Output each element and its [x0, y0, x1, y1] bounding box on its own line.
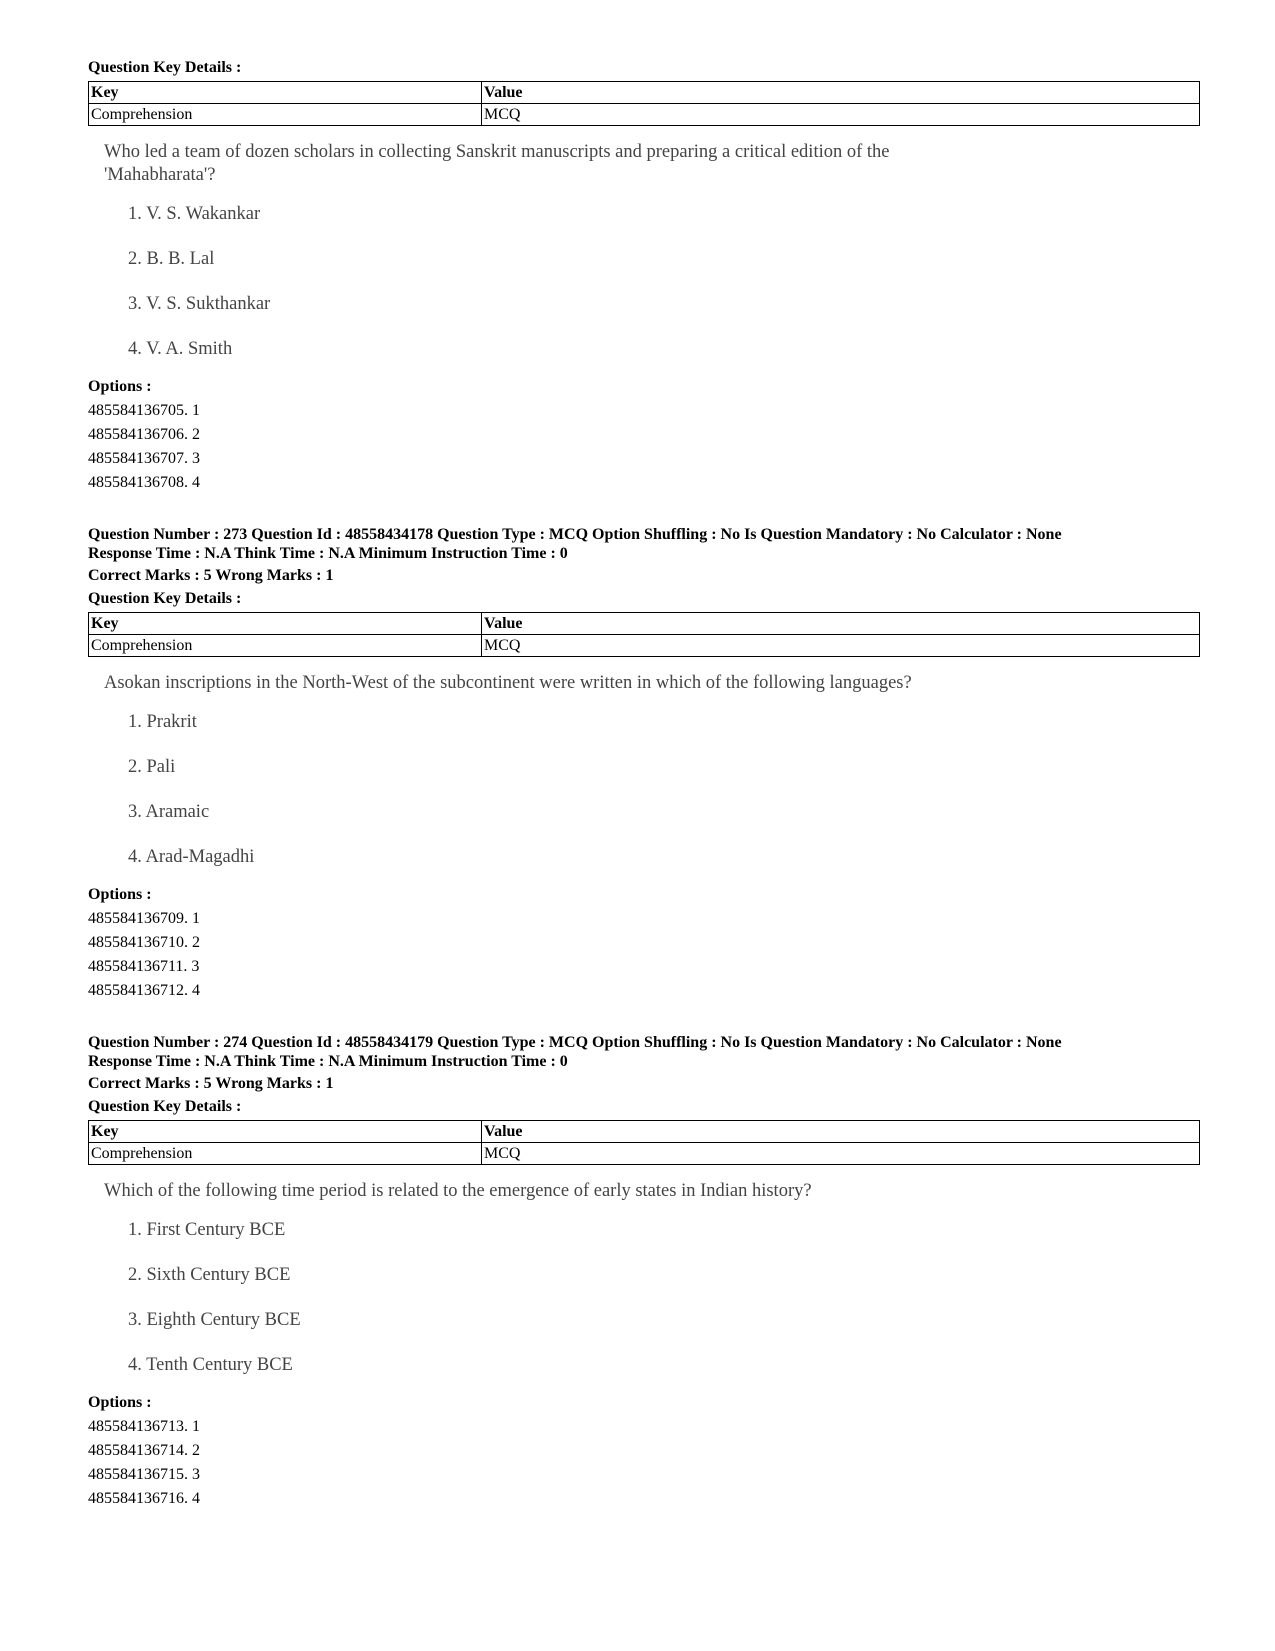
option-id: 485584136716. 4	[88, 1490, 200, 1507]
option-id: 485584136712. 4	[88, 982, 200, 999]
option-id: 485584136713. 1	[88, 1418, 200, 1435]
option-id: 485584136714. 2	[88, 1442, 200, 1459]
options-label: Options :	[88, 886, 152, 903]
key-header: Key	[89, 1121, 482, 1143]
key-details-table	[88, 612, 1200, 657]
value-cell: MCQ	[482, 635, 1200, 657]
key-header: Key	[89, 613, 482, 635]
answer-choice: 4. Arad-Magadhi	[128, 847, 255, 867]
key-details-table	[88, 1120, 1200, 1165]
answer-choice: 4. V. A. Smith	[128, 339, 233, 359]
question-text: Who led a team of dozen scholars in collecting Sanskrit manuscripts and preparing a critical edition of the 'Mahabharata'?	[104, 142, 890, 185]
value-header: Value	[482, 1121, 1200, 1143]
question-meta-line: Response Time : N.A Think Time : N.A Minimum Instruction Time : 0	[88, 545, 568, 562]
option-id: 485584136711. 3	[88, 958, 200, 975]
marks-line: Correct Marks : 5 Wrong Marks : 1	[88, 567, 334, 584]
answer-choices	[88, 705, 1200, 885]
answer-choices	[88, 197, 1200, 377]
answer-choice: 1. First Century BCE	[128, 1220, 286, 1240]
key-details-table	[88, 81, 1200, 126]
option-id: 485584136707. 3	[88, 450, 200, 467]
key-cell: Comprehension	[89, 104, 482, 126]
question-meta-line: Question Number : 273 Question Id : 48558434178 Question Type : MCQ Option Shuffling : No Is Question Mandatory : No Calculator : None	[88, 526, 1062, 543]
value-header: Value	[482, 82, 1200, 104]
key-details-label: Question Key Details :	[88, 1098, 242, 1115]
table-row	[89, 1143, 1200, 1165]
table-header-row	[89, 82, 1200, 104]
answer-choices	[88, 1213, 1200, 1393]
question-block	[88, 1033, 1200, 1511]
key-cell: Comprehension	[89, 635, 482, 657]
answer-choice: 3. Aramaic	[128, 802, 210, 822]
answer-choice: 2. Sixth Century BCE	[128, 1265, 291, 1285]
question-meta-line: Question Number : 274 Question Id : 48558434179 Question Type : MCQ Option Shuffling : No Is Question Mandatory : No Calculator : None	[88, 1034, 1062, 1051]
options-label: Options :	[88, 1394, 152, 1411]
option-id: 485584136706. 2	[88, 426, 200, 443]
answer-choice: 3. Eighth Century BCE	[128, 1310, 301, 1330]
marks-line: Correct Marks : 5 Wrong Marks : 1	[88, 1075, 334, 1092]
question-text: Asokan inscriptions in the North-West of the subcontinent were written in which of the following languages?	[104, 673, 912, 693]
answer-choice: 1. V. S. Wakankar	[128, 204, 261, 224]
option-id: 485584136705. 1	[88, 402, 200, 419]
key-header: Key	[89, 82, 482, 104]
question-block	[88, 525, 1200, 1003]
question-meta-line: Response Time : N.A Think Time : N.A Minimum Instruction Time : 0	[88, 1053, 568, 1070]
options-label: Options :	[88, 378, 152, 395]
option-id: 485584136710. 2	[88, 934, 200, 951]
answer-choice: 3. V. S. Sukthankar	[128, 294, 271, 314]
key-details-label: Question Key Details :	[88, 590, 242, 607]
option-id: 485584136708. 4	[88, 474, 200, 491]
value-header: Value	[482, 613, 1200, 635]
option-id: 485584136715. 3	[88, 1466, 200, 1483]
answer-choice: 2. Pali	[128, 757, 176, 777]
table-row	[89, 635, 1200, 657]
value-cell: MCQ	[482, 104, 1200, 126]
table-row	[89, 104, 1200, 126]
option-id: 485584136709. 1	[88, 910, 200, 927]
answer-choice: 4. Tenth Century BCE	[128, 1355, 293, 1375]
key-cell: Comprehension	[89, 1143, 482, 1165]
table-header-row	[89, 613, 1200, 635]
question-block	[88, 58, 1200, 495]
value-cell: MCQ	[482, 1143, 1200, 1165]
key-details-label: Question Key Details :	[88, 59, 242, 76]
table-header-row	[89, 1121, 1200, 1143]
document-page	[88, 58, 1200, 1511]
answer-choice: 1. Prakrit	[128, 712, 197, 732]
question-text: Which of the following time period is related to the emergence of early states in Indian history?	[104, 1181, 812, 1201]
answer-choice: 2. B. B. Lal	[128, 249, 215, 269]
